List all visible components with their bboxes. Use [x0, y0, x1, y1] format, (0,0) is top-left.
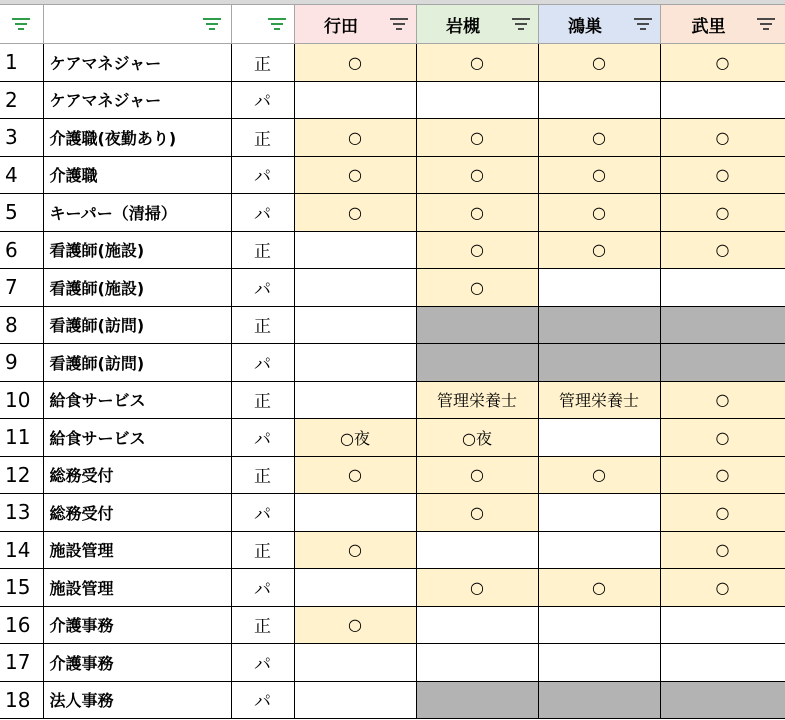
- availability-cell[interactable]: [294, 231, 416, 269]
- location-label: 鴻巣: [568, 16, 602, 37]
- row-number[interactable]: 9: [0, 344, 43, 382]
- availability-cell[interactable]: [660, 269, 785, 307]
- job-role-cell[interactable]: 看護師(施設): [43, 269, 231, 307]
- row-number[interactable]: 5: [0, 194, 43, 232]
- employment-type-cell[interactable]: パ: [231, 494, 294, 532]
- employment-type-cell[interactable]: 正: [231, 381, 294, 419]
- availability-cell[interactable]: [294, 644, 416, 682]
- availability-cell[interactable]: [538, 306, 660, 344]
- availability-cell[interactable]: ○: [416, 569, 538, 607]
- availability-cell[interactable]: [294, 269, 416, 307]
- availability-cell[interactable]: [660, 606, 785, 644]
- row-number[interactable]: 2: [0, 81, 43, 119]
- availability-cell[interactable]: ○: [660, 44, 785, 82]
- table-row: [0, 531, 785, 569]
- row-number[interactable]: 14: [0, 531, 43, 569]
- availability-cell[interactable]: ○: [416, 456, 538, 494]
- availability-cell[interactable]: 管理栄養士: [538, 381, 660, 419]
- row-number[interactable]: 15: [0, 569, 43, 607]
- filter-icon[interactable]: [12, 18, 30, 32]
- availability-cell[interactable]: [416, 644, 538, 682]
- availability-cell[interactable]: ○: [660, 456, 785, 494]
- availability-cell[interactable]: [294, 494, 416, 532]
- row-number[interactable]: 7: [0, 269, 43, 307]
- table-row: [0, 44, 785, 82]
- table-row: [0, 344, 785, 382]
- header-location-gyoda[interactable]: [294, 5, 416, 44]
- table-row: [0, 606, 785, 644]
- availability-cell[interactable]: ○: [294, 156, 416, 194]
- row-number[interactable]: 1: [0, 44, 43, 82]
- location-label: 武里: [691, 16, 726, 37]
- table-row: [0, 381, 785, 419]
- job-role-cell[interactable]: 給食サービス: [43, 381, 231, 419]
- availability-cell[interactable]: ○: [538, 44, 660, 82]
- availability-cell[interactable]: [294, 681, 416, 719]
- row-number[interactable]: 6: [0, 231, 43, 269]
- availability-cell[interactable]: ○: [660, 156, 785, 194]
- job-role-cell[interactable]: 看護師(訪問): [43, 344, 231, 382]
- table-body: [0, 44, 785, 719]
- availability-cell[interactable]: ○: [538, 456, 660, 494]
- availability-cell[interactable]: ○: [416, 44, 538, 82]
- employment-type-cell[interactable]: 正: [231, 119, 294, 157]
- job-role-cell[interactable]: 介護職: [43, 156, 231, 194]
- employment-type-cell[interactable]: パ: [231, 344, 294, 382]
- availability-cell[interactable]: ○: [660, 494, 785, 532]
- employment-type-cell[interactable]: 正: [231, 531, 294, 569]
- availability-cell[interactable]: [294, 81, 416, 119]
- availability-cell[interactable]: [538, 681, 660, 719]
- table-row: [0, 494, 785, 532]
- row-number[interactable]: 12: [0, 456, 43, 494]
- job-role-cell[interactable]: 看護師(訪問): [43, 306, 231, 344]
- availability-cell[interactable]: [294, 344, 416, 382]
- availability-cell[interactable]: [538, 531, 660, 569]
- table-row: [0, 644, 785, 682]
- availability-cell[interactable]: [294, 306, 416, 344]
- employment-type-cell[interactable]: 正: [231, 606, 294, 644]
- availability-cell[interactable]: [538, 419, 660, 457]
- availability-cell[interactable]: ○: [660, 231, 785, 269]
- job-role-cell[interactable]: 総務受付: [43, 494, 231, 532]
- row-number[interactable]: 17: [0, 644, 43, 682]
- availability-cell[interactable]: ○夜: [416, 419, 538, 457]
- availability-cell[interactable]: [416, 306, 538, 344]
- filter-icon[interactable]: [634, 18, 652, 32]
- table-row: [0, 81, 785, 119]
- filter-icon[interactable]: [512, 18, 530, 32]
- job-role-cell[interactable]: 介護事務: [43, 644, 231, 682]
- availability-cell[interactable]: [416, 344, 538, 382]
- employment-type-cell[interactable]: 正: [231, 306, 294, 344]
- availability-cell[interactable]: ○: [538, 119, 660, 157]
- employment-type-cell[interactable]: パ: [231, 269, 294, 307]
- location-label: 岩槻: [446, 16, 480, 37]
- employment-type-cell[interactable]: パ: [231, 156, 294, 194]
- availability-cell[interactable]: ○: [660, 531, 785, 569]
- header-location-iwatsuki[interactable]: [416, 5, 538, 44]
- filter-icon[interactable]: [268, 18, 286, 32]
- availability-cell[interactable]: [416, 531, 538, 569]
- employment-type-cell[interactable]: パ: [231, 81, 294, 119]
- job-role-cell[interactable]: キーパー（清掃）: [43, 194, 231, 232]
- availability-cell[interactable]: [538, 344, 660, 382]
- row-number[interactable]: 13: [0, 494, 43, 532]
- employment-type-cell[interactable]: パ: [231, 194, 294, 232]
- job-role-cell[interactable]: 総務受付: [43, 456, 231, 494]
- row-number[interactable]: 18: [0, 681, 43, 719]
- filter-icon[interactable]: [390, 18, 408, 32]
- job-role-cell[interactable]: 介護職(夜勤あり): [43, 119, 231, 157]
- availability-cell[interactable]: ○: [538, 569, 660, 607]
- availability-cell[interactable]: ○: [294, 531, 416, 569]
- availability-cell[interactable]: ○: [538, 231, 660, 269]
- availability-cell[interactable]: [660, 681, 785, 719]
- table-row: [0, 194, 785, 232]
- row-number[interactable]: 4: [0, 156, 43, 194]
- header-row: [0, 5, 785, 44]
- table-row: [0, 306, 785, 344]
- job-role-cell[interactable]: 法人事務: [43, 681, 231, 719]
- header-location-konosu[interactable]: [538, 5, 660, 44]
- filter-icon[interactable]: [203, 18, 221, 32]
- availability-cell[interactable]: [538, 494, 660, 532]
- availability-cell[interactable]: [538, 606, 660, 644]
- availability-cell[interactable]: [538, 81, 660, 119]
- table-row: [0, 569, 785, 607]
- table-row: [0, 681, 785, 719]
- employment-type-cell[interactable]: パ: [231, 644, 294, 682]
- availability-cell[interactable]: ○: [416, 119, 538, 157]
- table-row: [0, 456, 785, 494]
- header-location-takesato[interactable]: [660, 5, 785, 44]
- availability-cell[interactable]: [660, 81, 785, 119]
- availability-cell[interactable]: ○: [538, 194, 660, 232]
- job-role-cell[interactable]: ケアマネジャー: [43, 44, 231, 82]
- row-number[interactable]: 16: [0, 606, 43, 644]
- availability-cell[interactable]: [538, 269, 660, 307]
- job-role-cell[interactable]: 給食サービス: [43, 419, 231, 457]
- job-role-cell[interactable]: 介護事務: [43, 606, 231, 644]
- availability-cell[interactable]: ○: [660, 419, 785, 457]
- availability-cell[interactable]: ○夜: [294, 419, 416, 457]
- availability-cell[interactable]: ○: [416, 494, 538, 532]
- availability-cell[interactable]: [294, 569, 416, 607]
- employment-type-cell[interactable]: パ: [231, 419, 294, 457]
- header-num[interactable]: [0, 5, 43, 44]
- availability-cell[interactable]: ○: [294, 606, 416, 644]
- availability-cell[interactable]: ○: [294, 194, 416, 232]
- header-role[interactable]: [43, 5, 231, 44]
- availability-cell[interactable]: ○: [294, 44, 416, 82]
- header-type[interactable]: [231, 5, 294, 44]
- availability-cell[interactable]: ○: [416, 156, 538, 194]
- availability-cell[interactable]: ○: [660, 194, 785, 232]
- job-role-cell[interactable]: 施設管理: [43, 531, 231, 569]
- availability-cell[interactable]: [660, 344, 785, 382]
- availability-cell[interactable]: [294, 381, 416, 419]
- availability-cell[interactable]: ○: [538, 156, 660, 194]
- row-number[interactable]: 10: [0, 381, 43, 419]
- availability-cell[interactable]: ○: [294, 456, 416, 494]
- employment-type-cell[interactable]: 正: [231, 231, 294, 269]
- availability-cell[interactable]: ○: [416, 231, 538, 269]
- employment-type-cell[interactable]: パ: [231, 569, 294, 607]
- job-role-cell[interactable]: 看護師(施設): [43, 231, 231, 269]
- table-row: [0, 269, 785, 307]
- filter-icon[interactable]: [757, 18, 775, 32]
- table-row: [0, 156, 785, 194]
- availability-cell[interactable]: ○: [660, 381, 785, 419]
- row-number[interactable]: 3: [0, 119, 43, 157]
- row-number[interactable]: 8: [0, 306, 43, 344]
- availability-cell[interactable]: ○: [416, 194, 538, 232]
- employment-type-cell[interactable]: 正: [231, 44, 294, 82]
- row-number[interactable]: 11: [0, 419, 43, 457]
- table-row: [0, 119, 785, 157]
- job-role-cell[interactable]: 施設管理: [43, 569, 231, 607]
- job-role-cell[interactable]: ケアマネジャー: [43, 81, 231, 119]
- table-row: [0, 419, 785, 457]
- location-label: 行田: [324, 16, 358, 37]
- availability-cell[interactable]: [538, 644, 660, 682]
- availability-cell[interactable]: [660, 306, 785, 344]
- availability-cell[interactable]: ○: [660, 119, 785, 157]
- availability-cell[interactable]: ○: [660, 569, 785, 607]
- availability-cell[interactable]: [416, 606, 538, 644]
- availability-cell[interactable]: ○: [416, 269, 538, 307]
- table-row: [0, 231, 785, 269]
- availability-cell[interactable]: ○: [294, 119, 416, 157]
- job-openings-table: [0, 4, 785, 719]
- availability-cell[interactable]: [416, 681, 538, 719]
- employment-type-cell[interactable]: 正: [231, 456, 294, 494]
- availability-cell[interactable]: 管理栄養士: [416, 381, 538, 419]
- availability-cell[interactable]: [416, 81, 538, 119]
- availability-cell[interactable]: [660, 644, 785, 682]
- employment-type-cell[interactable]: パ: [231, 681, 294, 719]
